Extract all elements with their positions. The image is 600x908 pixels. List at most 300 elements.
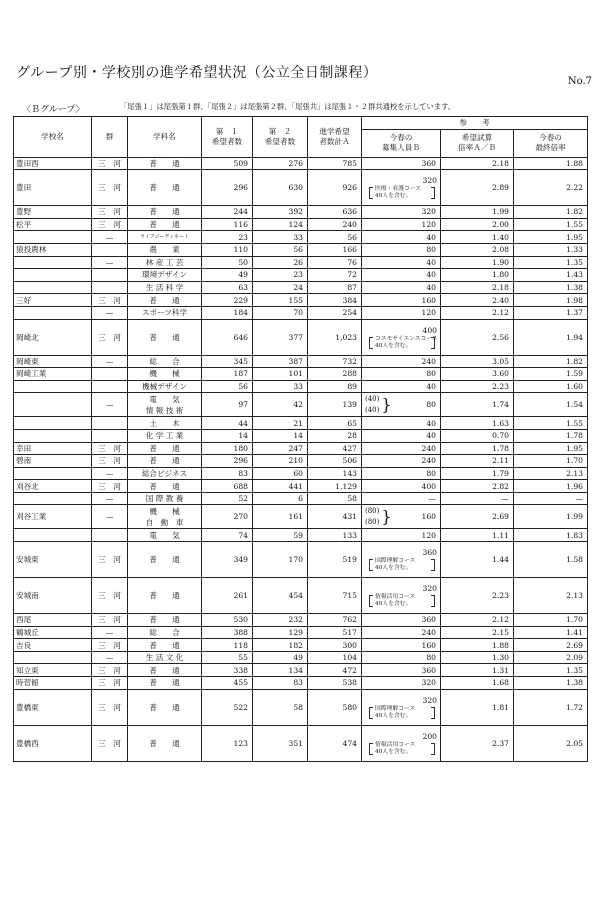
department-name-1: 機 械 [149, 506, 180, 516]
estimated-rate: 1.99 [441, 206, 514, 219]
first-choice-count: 455 [202, 677, 253, 690]
table-row [14, 393, 588, 417]
total-count: 519 [308, 542, 362, 578]
table-row [14, 429, 588, 442]
capacity: 40 [362, 417, 441, 430]
final-rate: 2.05 [514, 725, 588, 761]
second-choice-count: 42 [253, 393, 308, 417]
total-count: 300 [308, 639, 362, 652]
department-name: 普 通 [128, 206, 202, 219]
group-cell: 三 河 [92, 218, 128, 231]
table-row [14, 578, 588, 614]
group-cell [92, 417, 128, 430]
department-name: 普 通 [128, 319, 202, 355]
final-rate: 1.55 [514, 218, 588, 231]
first-choice-count: 296 [202, 455, 253, 468]
capacity-breakdown: (40) (40) [365, 394, 380, 414]
school-name: 吉良 [14, 639, 92, 652]
first-choice-count: 63 [202, 281, 253, 294]
capacity-value: 160 [421, 512, 436, 522]
group-cell: 三 河 [92, 578, 128, 614]
second-choice-count: 23 [253, 269, 308, 282]
total-count: 87 [308, 281, 362, 294]
page-title: グループ別・学校別の進学希望状況（公立全日制課程） [16, 65, 378, 81]
table-row [14, 455, 588, 468]
school-name [14, 306, 92, 319]
page-number: No.7 [567, 76, 592, 87]
estimated-rate: 1.80 [441, 269, 514, 282]
group-note: 「尾張１」は尾張第１群、「尾張２」は尾張第２群、「尾張共」は尾張１・２群共通校を示しています。 [120, 102, 456, 111]
estimated-rate: 1.63 [441, 417, 514, 430]
group-cell: 三 河 [92, 639, 128, 652]
capacity [362, 505, 441, 529]
table-row [14, 355, 588, 368]
school-name: 幸田 [14, 442, 92, 455]
department-name: 機械デザイン [128, 380, 202, 393]
department-name: 総 合 [128, 355, 202, 368]
table-row [14, 306, 588, 319]
estimated-rate: — [441, 492, 514, 505]
first-choice-count: 522 [202, 689, 253, 725]
estimated-rate: 1.31 [441, 664, 514, 677]
total-count: 104 [308, 651, 362, 664]
final-rate: 2.22 [514, 170, 588, 206]
second-choice-count: 24 [253, 281, 308, 294]
first-choice-count: 56 [202, 380, 253, 393]
first-choice-count: 646 [202, 319, 253, 355]
total-count: 762 [308, 614, 362, 627]
estimated-rate: 2.40 [441, 294, 514, 307]
department-name: 機 械 [128, 368, 202, 381]
total-count: 89 [308, 380, 362, 393]
school-name: 猿投農林 [14, 243, 92, 256]
capacity: 80 [362, 368, 441, 381]
capacity: 160 [362, 294, 441, 307]
total-count: 288 [308, 368, 362, 381]
first-choice-count: 116 [202, 218, 253, 231]
final-rate: 1.98 [514, 294, 588, 307]
capacity: 120 [362, 218, 441, 231]
group-cell: — [92, 505, 128, 529]
school-name [14, 651, 92, 664]
first-choice-count: 23 [202, 231, 253, 244]
total-count: 506 [308, 455, 362, 468]
department-name: 普 通 [128, 455, 202, 468]
school-name: 鶴城丘 [14, 626, 92, 639]
group-cell: — [92, 626, 128, 639]
table-row [14, 664, 588, 677]
group-cell [92, 380, 128, 393]
table-row [14, 614, 588, 627]
department-name: 化 学 工 業 [128, 429, 202, 442]
final-rate: 1.38 [514, 677, 588, 690]
total-count: 143 [308, 467, 362, 480]
first-choice-count: 270 [202, 505, 253, 529]
capacity-value: 320 [422, 176, 437, 186]
school-name: 安城東 [14, 542, 92, 578]
second-choice-count: 129 [253, 626, 308, 639]
capacity-value: 320 [422, 584, 437, 594]
estimated-rate: 2.69 [441, 505, 514, 529]
total-count: 76 [308, 256, 362, 269]
department-name: 土 木 [128, 417, 202, 430]
total-count: 427 [308, 442, 362, 455]
total-count: 538 [308, 677, 362, 690]
department-name: 普 通 [128, 218, 202, 231]
school-name: 時習館 [14, 677, 92, 690]
header-second-choice: 第 ２ 希望者数 [253, 117, 308, 158]
table-row [14, 417, 588, 430]
group-cell: — [92, 492, 128, 505]
brace-icon: } [381, 395, 392, 415]
capacity: 40 [362, 281, 441, 294]
total-count: 254 [308, 306, 362, 319]
group-cell: 三 河 [92, 170, 128, 206]
total-count: 636 [308, 206, 362, 219]
capacity: 240 [362, 455, 441, 468]
capacity: 80 [362, 467, 441, 480]
group-cell: 三 河 [92, 689, 128, 725]
capacity [362, 319, 441, 355]
second-choice-count: 155 [253, 294, 308, 307]
department-name: 国 際 教 養 [128, 492, 202, 505]
school-name: 豊田西 [14, 157, 92, 170]
second-choice-count: 387 [253, 355, 308, 368]
estimated-rate: 1.44 [441, 542, 514, 578]
group-cell: — [92, 256, 128, 269]
final-rate: 1.72 [514, 689, 588, 725]
capacity-note: 医療・看護コース 40人を含む。 [365, 186, 437, 200]
department-name: 普 通 [128, 639, 202, 652]
group-cell: 三 河 [92, 319, 128, 355]
final-rate: 2.13 [514, 467, 588, 480]
table-row [14, 529, 588, 542]
first-choice-count: 55 [202, 651, 253, 664]
final-rate: 1.60 [514, 380, 588, 393]
capacity-note: 情報活用コース 40人を含む。 [365, 742, 437, 756]
first-choice-count: 349 [202, 542, 253, 578]
department-name: 普 通 [128, 170, 202, 206]
department-name: 林 産 工 芸 [128, 256, 202, 269]
capacity-breakdown: (80) (80) [365, 506, 380, 526]
first-choice-count: 110 [202, 243, 253, 256]
estimated-rate: 2.18 [441, 157, 514, 170]
final-rate: 1.37 [514, 306, 588, 319]
group-cell: 三 河 [92, 542, 128, 578]
table-row [14, 725, 588, 761]
final-rate: 1.82 [514, 206, 588, 219]
department-name: 普 通 [128, 677, 202, 690]
department-name: 普 通 [128, 725, 202, 761]
school-name: 豊橋東 [14, 689, 92, 725]
header-capacity: 今春の 募集人員Ｂ [362, 129, 441, 157]
capacity: 240 [362, 442, 441, 455]
school-name [14, 380, 92, 393]
total-count: 56 [308, 231, 362, 244]
table-row [14, 157, 588, 170]
department-name: 普 通 [128, 157, 202, 170]
table-row [14, 505, 588, 529]
header-total: 進学希望 者数計Ａ [308, 117, 362, 158]
total-count: 580 [308, 689, 362, 725]
final-rate: 1.78 [514, 429, 588, 442]
group-cell: 三 河 [92, 664, 128, 677]
total-count: 166 [308, 243, 362, 256]
first-choice-count: 229 [202, 294, 253, 307]
final-rate: 1.94 [514, 319, 588, 355]
second-choice-count: 33 [253, 231, 308, 244]
second-choice-count: 56 [253, 243, 308, 256]
group-cell [92, 281, 128, 294]
capacity-note: 国際理解コース 40人を含む。 [365, 558, 437, 572]
header-gun: 群 [92, 117, 128, 158]
final-rate: 1.54 [514, 393, 588, 417]
total-count: 139 [308, 393, 362, 417]
estimated-rate: 1.11 [441, 529, 514, 542]
capacity: 80 [362, 651, 441, 664]
estimated-rate: 2.23 [441, 578, 514, 614]
school-name: 豊田 [14, 170, 92, 206]
table-row [14, 651, 588, 664]
capacity: 360 [362, 157, 441, 170]
department-name: 普 通 [128, 542, 202, 578]
department-name: 総 合 [128, 626, 202, 639]
estimated-rate: 1.79 [441, 467, 514, 480]
table-row [14, 256, 588, 269]
capacity-value: 80 [426, 400, 436, 410]
admission-table [13, 116, 588, 762]
school-name: 松平 [14, 218, 92, 231]
school-name: 知立東 [14, 664, 92, 677]
capacity [362, 170, 441, 206]
school-name [14, 269, 92, 282]
final-rate: 1.96 [514, 480, 588, 493]
group-cell: — [92, 306, 128, 319]
school-name: 西尾 [14, 614, 92, 627]
first-choice-count: 509 [202, 157, 253, 170]
final-rate: 1.95 [514, 442, 588, 455]
school-name [14, 529, 92, 542]
capacity: 40 [362, 269, 441, 282]
second-choice-count: 70 [253, 306, 308, 319]
table-body [14, 157, 588, 761]
capacity [362, 393, 441, 417]
first-choice-count: 244 [202, 206, 253, 219]
table-row [14, 677, 588, 690]
department-name: 総合ビジネス [128, 467, 202, 480]
department-name [128, 393, 202, 417]
second-choice-count: 210 [253, 455, 308, 468]
final-rate: 1.70 [514, 455, 588, 468]
estimated-rate: 2.08 [441, 243, 514, 256]
total-count: 517 [308, 626, 362, 639]
brace-icon: } [381, 507, 392, 527]
group-cell [92, 368, 128, 381]
final-rate: 1.38 [514, 281, 588, 294]
department-name: 普 通 [128, 614, 202, 627]
second-choice-count: 161 [253, 505, 308, 529]
group-cell [92, 243, 128, 256]
capacity: 240 [362, 355, 441, 368]
group-cell: 三 河 [92, 294, 128, 307]
group-cell: 三 河 [92, 677, 128, 690]
group-cell: — [92, 355, 128, 368]
final-rate: 2.09 [514, 651, 588, 664]
department-name: ライフコーディネート [128, 231, 202, 244]
second-choice-count: 33 [253, 380, 308, 393]
group-cell [92, 269, 128, 282]
school-name: 豊橋西 [14, 725, 92, 761]
capacity: 80 [362, 243, 441, 256]
header-gakka: 学科名 [128, 117, 202, 158]
group-cell: 三 河 [92, 442, 128, 455]
total-count: 240 [308, 218, 362, 231]
capacity [362, 542, 441, 578]
school-name [14, 393, 92, 417]
total-count: 785 [308, 157, 362, 170]
capacity [362, 725, 441, 761]
final-rate: 1.95 [514, 231, 588, 244]
estimated-rate: 2.37 [441, 725, 514, 761]
capacity: 400 [362, 480, 441, 493]
table-row [14, 206, 588, 219]
final-rate: 1.59 [514, 368, 588, 381]
department-name: 普 通 [128, 294, 202, 307]
capacity: 320 [362, 677, 441, 690]
second-choice-count: 60 [253, 467, 308, 480]
second-choice-count: 351 [253, 725, 308, 761]
capacity: 360 [362, 664, 441, 677]
final-rate: 2.13 [514, 578, 588, 614]
group-cell: — [92, 393, 128, 417]
first-choice-count: 688 [202, 480, 253, 493]
final-rate: 1.35 [514, 664, 588, 677]
estimated-rate: 2.18 [441, 281, 514, 294]
department-name: 普 通 [128, 480, 202, 493]
school-name [14, 417, 92, 430]
estimated-rate: 2.11 [441, 455, 514, 468]
second-choice-count: 454 [253, 578, 308, 614]
table-row [14, 368, 588, 381]
department-name: スポーツ科学 [128, 306, 202, 319]
department-name-1: 電 気 [149, 394, 180, 404]
school-name: 碧南 [14, 455, 92, 468]
estimated-rate: 1.68 [441, 677, 514, 690]
total-count: 384 [308, 294, 362, 307]
capacity: 120 [362, 306, 441, 319]
capacity-note: 情報活用コース 40人を含む。 [365, 594, 437, 608]
department-name: 環境デザイン [128, 269, 202, 282]
department-name: 電 気 [128, 529, 202, 542]
second-choice-count: 21 [253, 417, 308, 430]
first-choice-count: 180 [202, 442, 253, 455]
capacity: 240 [362, 626, 441, 639]
department-name: 農 業 [128, 243, 202, 256]
estimated-rate: 1.30 [441, 651, 514, 664]
capacity: 40 [362, 231, 441, 244]
final-rate: 1.35 [514, 256, 588, 269]
total-count: 65 [308, 417, 362, 430]
school-name [14, 492, 92, 505]
school-name: 三好 [14, 294, 92, 307]
group-cell: — [92, 467, 128, 480]
estimated-rate: 3.05 [441, 355, 514, 368]
group-cell: 三 河 [92, 614, 128, 627]
first-choice-count: 44 [202, 417, 253, 430]
final-rate: 2.69 [514, 639, 588, 652]
school-name: 豊野 [14, 206, 92, 219]
second-choice-count: 101 [253, 368, 308, 381]
table-row [14, 542, 588, 578]
table-row [14, 294, 588, 307]
final-rate: 1.88 [514, 157, 588, 170]
final-rate: 1.82 [514, 355, 588, 368]
capacity: 40 [362, 429, 441, 442]
group-cell: 三 河 [92, 157, 128, 170]
header-reference: 参 考 [362, 117, 588, 130]
table-row [14, 281, 588, 294]
final-rate: 1.99 [514, 505, 588, 529]
capacity-value: 360 [422, 548, 437, 558]
estimated-rate: 2.56 [441, 319, 514, 355]
table-row [14, 689, 588, 725]
second-choice-count: 6 [253, 492, 308, 505]
estimated-rate: 1.40 [441, 231, 514, 244]
total-count: 72 [308, 269, 362, 282]
capacity [362, 689, 441, 725]
header-final-rate: 今春の 最終倍率 [514, 129, 588, 157]
estimated-rate: 2.12 [441, 306, 514, 319]
final-rate: 1.70 [514, 614, 588, 627]
group-cell: 三 河 [92, 455, 128, 468]
first-choice-count: 184 [202, 306, 253, 319]
school-name: 岡崎工業 [14, 368, 92, 381]
group-cell: 三 河 [92, 206, 128, 219]
final-rate: 1.58 [514, 542, 588, 578]
table-row [14, 467, 588, 480]
capacity-note: コスモサイエンスコース 40人を含む。 [365, 336, 437, 350]
table-row [14, 269, 588, 282]
second-choice-count: 14 [253, 429, 308, 442]
table-row [14, 442, 588, 455]
total-count: 715 [308, 578, 362, 614]
first-choice-count: 123 [202, 725, 253, 761]
second-choice-count: 134 [253, 664, 308, 677]
capacity-value: 320 [422, 695, 437, 705]
first-choice-count: 83 [202, 467, 253, 480]
table-row [14, 480, 588, 493]
school-name [14, 281, 92, 294]
school-name: 岡崎北 [14, 319, 92, 355]
estimated-rate: 2.00 [441, 218, 514, 231]
group-label: 〈Ｂグループ〉 [22, 105, 85, 115]
second-choice-count: 124 [253, 218, 308, 231]
first-choice-count: 187 [202, 368, 253, 381]
table-row [14, 639, 588, 652]
group-cell: 三 河 [92, 480, 128, 493]
capacity: 120 [362, 529, 441, 542]
second-choice-count: 58 [253, 689, 308, 725]
header-first-choice: 第 １ 希望者数 [202, 117, 253, 158]
total-count: 472 [308, 664, 362, 677]
capacity-note: 国際理解コース 40人を含む。 [365, 706, 437, 720]
total-count: 1,129 [308, 480, 362, 493]
total-count: 133 [308, 529, 362, 542]
total-count: 732 [308, 355, 362, 368]
final-rate: — [514, 492, 588, 505]
first-choice-count: 14 [202, 429, 253, 442]
final-rate: 1.41 [514, 626, 588, 639]
